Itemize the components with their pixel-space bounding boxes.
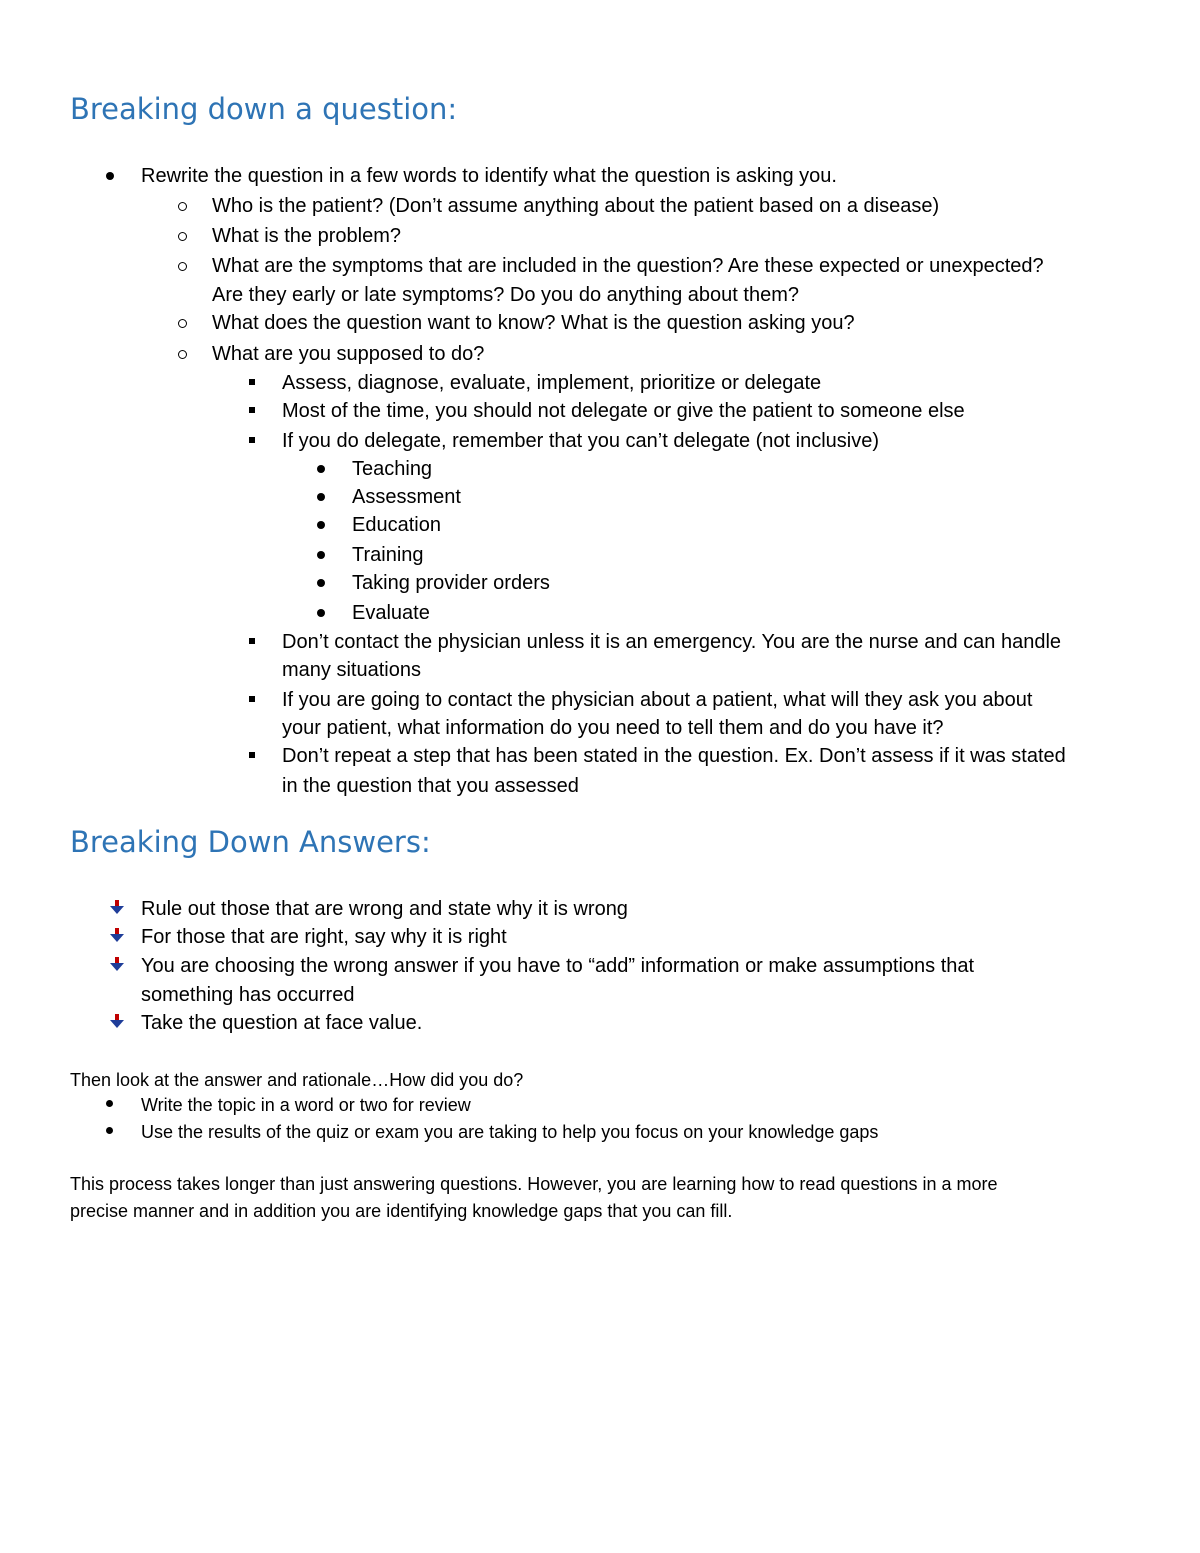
list-item: Assess, diagnose, evaluate, implement, prioritize or delegate: [282, 372, 822, 394]
bullet-dot: [317, 609, 325, 617]
bullet-dot: [317, 521, 325, 529]
bullet-circle: [178, 262, 187, 271]
list-item: You are choosing the wrong answer if you have to “add” information or make assumptions that: [141, 955, 975, 977]
bullet-square: [249, 696, 255, 702]
section-heading-question: Breaking down a question:: [70, 92, 458, 126]
list-item: Don’t repeat a step that has been stated in the question. Ex. Don’t assess if it was stated: [282, 745, 1066, 767]
list-item: Take the question at face value.: [141, 1012, 423, 1034]
bullet-square: [249, 638, 255, 644]
bullet-square: [249, 752, 255, 758]
arrow-down-icon: [108, 898, 126, 916]
list-item: What are you supposed to do?: [212, 343, 485, 365]
list-item: What does the question want to know? What is the question asking you?: [212, 312, 855, 334]
bullet-dot: [317, 465, 325, 473]
list-item: What is the problem?: [212, 225, 401, 247]
list-item: Rewrite the question in a few words to identify what the question is asking you.: [141, 165, 837, 187]
list-item: What are the symptoms that are included in the question? Are these expected or unexpected?: [212, 255, 1044, 277]
section-heading-answers: Breaking Down Answers:: [70, 825, 431, 859]
arrow-down-icon: [108, 926, 126, 944]
list-item: Who is the patient? (Don’t assume anything about the patient based on a disease): [212, 195, 940, 217]
bullet-circle: [178, 202, 187, 211]
list-item: Training: [352, 544, 424, 566]
intro-text: Then look at the answer and rationale…How did you do?: [70, 1070, 524, 1090]
list-item-continuation: in the question that you assessed: [282, 775, 579, 797]
list-item: If you do delegate, remember that you can’t delegate (not inclusive): [282, 430, 880, 452]
arrow-down-icon: [108, 1012, 126, 1030]
list-item-continuation: Are they early or late symptoms? Do you do anything about them?: [212, 284, 799, 306]
list-item-continuation: something has occurred: [141, 984, 355, 1006]
bullet-dot: [106, 172, 114, 180]
list-item: Write the topic in a word or two for review: [141, 1095, 471, 1115]
bullet-dot: [106, 1127, 113, 1134]
bullet-square: [249, 407, 255, 413]
list-item: Use the results of the quiz or exam you are taking to help you focus on your knowledge gaps: [141, 1122, 879, 1142]
bullet-dot: [106, 1100, 113, 1107]
list-item: Assessment: [352, 486, 461, 508]
paragraph-line: precise manner and in addition you are identifying knowledge gaps that you can fill.: [70, 1201, 733, 1221]
list-item: Rule out those that are wrong and state why it is wrong: [141, 898, 628, 920]
list-item: Teaching: [352, 458, 433, 480]
list-item: For those that are right, say why it is right: [141, 926, 507, 948]
list-item-continuation: many situations: [282, 659, 421, 681]
paragraph-line: This process takes longer than just answering questions. However, you are learning how to read questions in a more: [70, 1174, 998, 1194]
bullet-square: [249, 437, 255, 443]
list-item-continuation: your patient, what information do you need to tell them and do you have it?: [282, 717, 944, 739]
bullet-circle: [178, 232, 187, 241]
list-item: Don’t contact the physician unless it is an emergency. You are the nurse and can handle: [282, 631, 1062, 653]
list-item: Evaluate: [352, 602, 430, 624]
bullet-circle: [178, 350, 187, 359]
list-item: Taking provider orders: [352, 572, 550, 594]
list-item: Education: [352, 514, 441, 536]
list-item: If you are going to contact the physician about a patient, what will they ask you about: [282, 689, 1033, 711]
bullet-square: [249, 379, 255, 385]
list-item: Most of the time, you should not delegate or give the patient to someone else: [282, 400, 965, 422]
bullet-dot: [317, 579, 325, 587]
bullet-dot: [317, 551, 325, 559]
arrow-down-icon: [108, 955, 126, 973]
bullet-dot: [317, 493, 325, 501]
bullet-circle: [178, 319, 187, 328]
